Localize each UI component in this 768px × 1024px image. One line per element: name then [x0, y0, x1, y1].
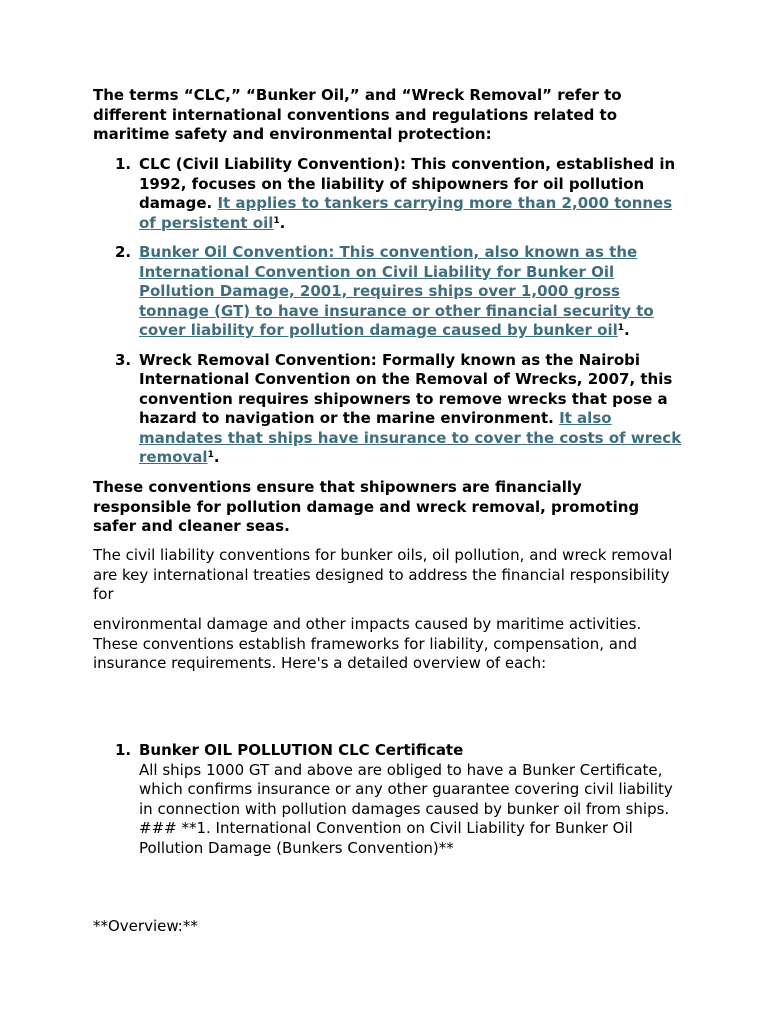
overview-label: **Overview:**: [93, 917, 198, 935]
list-item-text: CLC (Civil Liability Convention): This convention, established in 1992, focuses on the liability of shipowners for oil pollution damage.: [139, 155, 676, 212]
list-item-end: .: [279, 213, 286, 232]
list-item-end: .: [624, 321, 630, 339]
list-item-bunker: [93, 243, 683, 341]
body-paragraph-2: environmental damage and other impacts caused by maritime activities. These conventions establish frameworks for liability, compensation, and insurance requirements. Here's a detailed overview of each:: [93, 615, 642, 672]
clc-link[interactable]: It applies to tankers carrying more than 2,000 tonnes of persistent oil: [139, 194, 673, 232]
certificate-list: [93, 741, 683, 858]
body-paragraph-1: The civil liability conventions for bunker oils, oil pollution, and wreck removal are key international treaties designed to address the financial responsibility for: [93, 546, 673, 603]
intro-paragraph: The terms “CLC,” “Bunker Oil,” and “Wreck Removal” refer to different international conventions and regulations related to maritime safety and environmental protection:: [93, 86, 622, 143]
list-item-end: .: [213, 448, 220, 466]
list-number: 3.: [115, 350, 132, 369]
bunker-oil-link[interactable]: Bunker Oil Convention: This convention, also known as the International Convention on Civil Liability for Bunker Oil Pollution Damage, 2001, requires ships over 1,000 gross tonnage (GT) to have insurance or other financial security to cover liability for pollution damage caused by bunker oil: [139, 243, 654, 339]
footnote-ref[interactable]: 1: [207, 450, 214, 460]
footnote-ref[interactable]: 1: [273, 215, 280, 226]
certificate-body: All ships 1000 GT and above are obliged to have a Bunker Certificate, which confirms insurance or any other guarantee covering civil liability in connection with pollution damages caused by bunker oil from ships.: [139, 760, 673, 818]
markdown-heading: ### **1. International Convention on Civil Liability for Bunker Oil Pollution Damage (Bunkers Convention)**: [139, 819, 633, 857]
certificate-title: Bunker OIL POLLUTION CLC Certificate: [139, 741, 464, 759]
list-item-wreck: [93, 351, 683, 468]
list-item-certificate: [93, 741, 683, 858]
list-item-clc: [93, 155, 683, 233]
list-number: 1.: [115, 741, 132, 759]
footnote-ref[interactable]: 1: [617, 323, 625, 333]
summary-paragraph: These conventions ensure that shipowners are financially responsible for pollution damage and wreck removal, promoting safer and cleaner seas.: [93, 478, 640, 535]
list-number: 2.: [115, 243, 132, 261]
list-number: 1.: [115, 155, 132, 173]
list-item-text: Wreck Removal Convention: Formally known as the Nairobi International Convention on the Removal of Wrecks, 2007, this convention requires shipowners to remove wrecks that pose a hazard to navigation or the marine environment.: [139, 350, 673, 427]
wreck-removal-link[interactable]: It also mandates that ships have insurance to cover the costs of wreck removal: [139, 409, 682, 466]
conventions-list: [93, 155, 683, 468]
